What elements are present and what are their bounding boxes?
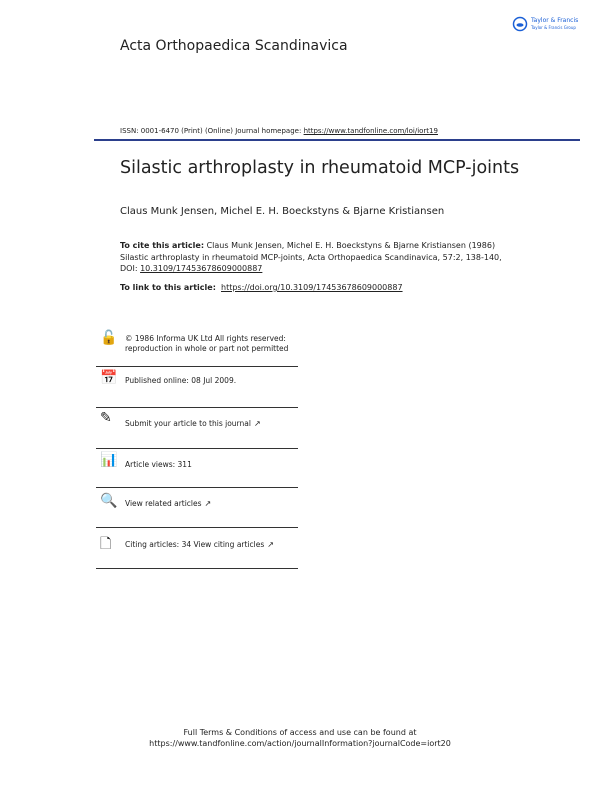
issn-line [120,127,438,135]
edit-icon: ✎ [100,410,112,426]
citation-label: To cite this article: [120,241,205,250]
related-text[interactable]: View related articles [125,499,202,508]
logo-line2: Taylor & Francis Group [531,25,576,30]
search-document-icon: 🔍 [100,493,118,509]
info-row-views [96,449,298,488]
copyright-text: © 1986 Informa UK Ltd All rights reserved: reproduction in whole or part not permitted [125,334,289,353]
citing-label [125,540,274,550]
related-label [125,499,211,509]
journal-homepage-link[interactable]: https://www.tandfonline.com/loi/iort19 [303,127,438,135]
info-row-submit[interactable] [96,408,298,449]
calendar-icon: 📅 [100,370,118,386]
external-link-icon: ↗ [267,540,274,549]
external-link-icon: ↗ [204,499,212,508]
publisher-logo-icon [512,16,528,32]
external-link-icon: ↗ [253,419,261,428]
footer [0,727,600,749]
open-lock-icon: 🔓 [100,330,118,346]
info-row-related[interactable] [96,488,298,528]
publisher-logo[interactable] [512,16,578,32]
copy-documents-icon: 🗋 [100,536,112,552]
authors: Claus Munk Jensen, Michel E. H. Boeckstyns & Bjarne Kristiansen [120,206,445,217]
submit-text[interactable]: Submit your article to this journal [125,419,251,428]
article-url[interactable]: https://doi.org/10.3109/17453678609000887 [221,283,403,292]
header-divider [94,139,580,141]
views-text: Article views: 311 [125,460,192,469]
link-label: To link to this article: [120,283,216,292]
info-row-copyright [96,330,298,367]
footer-link[interactable]: https://www.tandfonline.com/action/journalInformation?journalCode=iort20 [149,739,451,748]
citation-text: Claus Munk Jensen, Michel E. H. Boeckstyns & Bjarne Kristiansen (1986) Silastic arthroplasty in rheumatoid MCP-joints, Acta Orthopaedica Scandinavica, 57:2, 138-140, DOI: [120,241,502,273]
info-row-published [96,367,298,408]
citation [120,240,520,275]
info-row-citing[interactable] [96,528,298,569]
article-link [120,282,520,294]
article-title: Silastic arthroplasty in rheumatoid MCP-joints [120,158,520,178]
logo-line1: Taylor & Francis [531,17,579,24]
bar-chart-icon: 📊 [100,452,118,468]
citing-text[interactable]: Citing articles: 34 View citing articles [125,540,265,549]
published-text: Published online: 08 Jul 2009. [125,376,237,385]
issn-text: ISSN: 0001-6470 (Print) (Online) Journal homepage: [120,127,304,135]
submit-label [125,419,261,429]
journal-name: Acta Orthopaedica Scandinavica [120,38,348,54]
doi-link[interactable]: 10.3109/17453678609000887 [140,264,263,273]
footer-terms: Full Terms & Conditions of access and use can be found at [183,728,417,737]
